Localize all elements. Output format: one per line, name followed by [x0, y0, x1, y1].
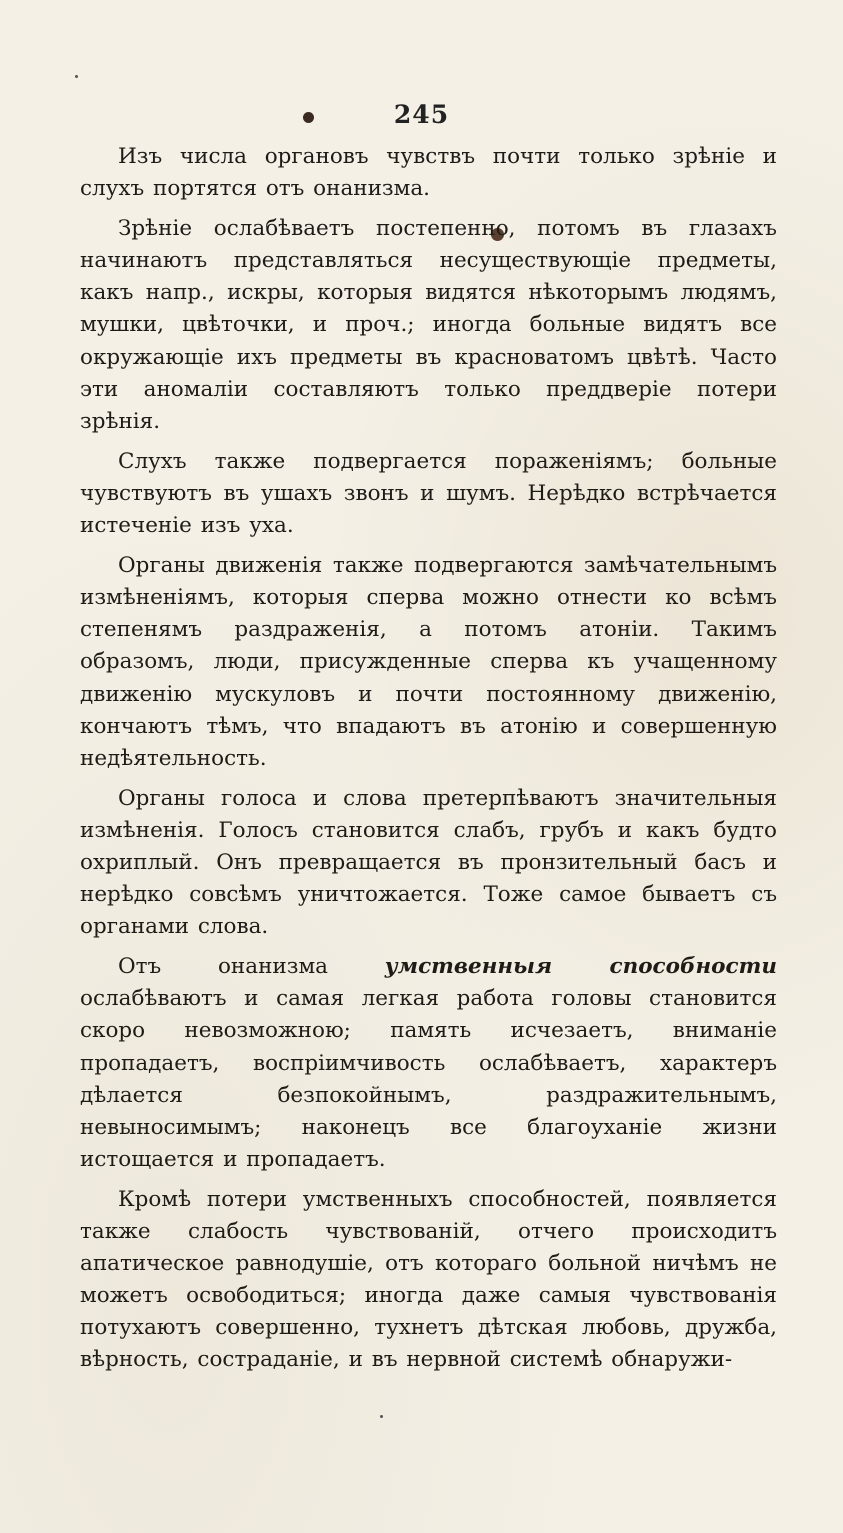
- text-body: [80, 141, 777, 1376]
- paragraph-text: Отъ онанизма: [118, 954, 385, 980]
- emphasized-text: умственныя способности: [384, 954, 777, 980]
- page-number: 245: [393, 100, 450, 129]
- paragraph: [80, 951, 777, 1176]
- paragraph: Кромѣ потери умственныхъ способностей, появляется также слабость чувствованій, отчего происходитъ апатическое равнодушіе, отъ котораго больной ничѣмъ не можетъ освободиться; иногда даже самыя чувствованія потухаютъ совершенно, тухнетъ дѣтская любовь, дружба, вѣрность, состраданіе, и въ нервной системѣ обнаружи-: [80, 1186, 777, 1373]
- paragraph: Органы движенія также подвергаются замѣчательнымъ измѣненіямъ, которыя сперва можно отнести ко всѣмъ степенямъ раздраженія, а потомъ атоніи. Такимъ образомъ, люди, присужденные сперва къ учащенному движенію мускуловъ и почти постоянному движенію, кончаютъ тѣмъ, что впадаютъ въ атонію и совершенную недѣятельность.: [80, 553, 777, 771]
- paragraph-text: ослабѣваютъ и самая легкая работа головы становится скоро невозможною; память исчезаетъ, вниманіе пропадаетъ, воспріимчивость ослабѣваетъ, характеръ дѣлается безпокойнымъ, раздражительнымъ, невыносимымъ; наконецъ все благоуханіе жизни истощается и пропадаетъ.: [80, 986, 777, 1172]
- paragraph: Изъ числа органовъ чувствъ почти только зрѣніе и слухъ портятся отъ онанизма.: [80, 144, 777, 202]
- paragraph: Слухъ также подвергается пораженіямъ; больные чувствуютъ въ ушахъ звонъ и шумъ. Нерѣдко встрѣчается истеченіе изъ уха.: [80, 448, 777, 539]
- paragraph: Зрѣніе ослабѣваетъ постепенно, потомъ въ глазахъ начинаютъ представляться несуществующіе предметы, какъ напр., искры, которыя видятся нѣкоторымъ людямъ, мушки, цвѣточки, и проч.; иногда больные видятъ все окружающіе ихъ предметы въ красноватомъ цвѣтѣ. Часто эти аномаліи составляютъ только преддверіе потери зрѣнія.: [80, 216, 777, 434]
- paragraph: Органы голоса и слова претерпѣваютъ значительныя измѣненія. Голосъ становится слабъ, грубъ и какъ будто охриплый. Онъ превращается въ пронзительный басъ и нерѣдко совсѣмъ уничтожается. Тоже самое бываетъ съ органами слова.: [80, 785, 777, 940]
- stray-mark: [75, 75, 78, 78]
- stray-mark: [380, 1415, 383, 1418]
